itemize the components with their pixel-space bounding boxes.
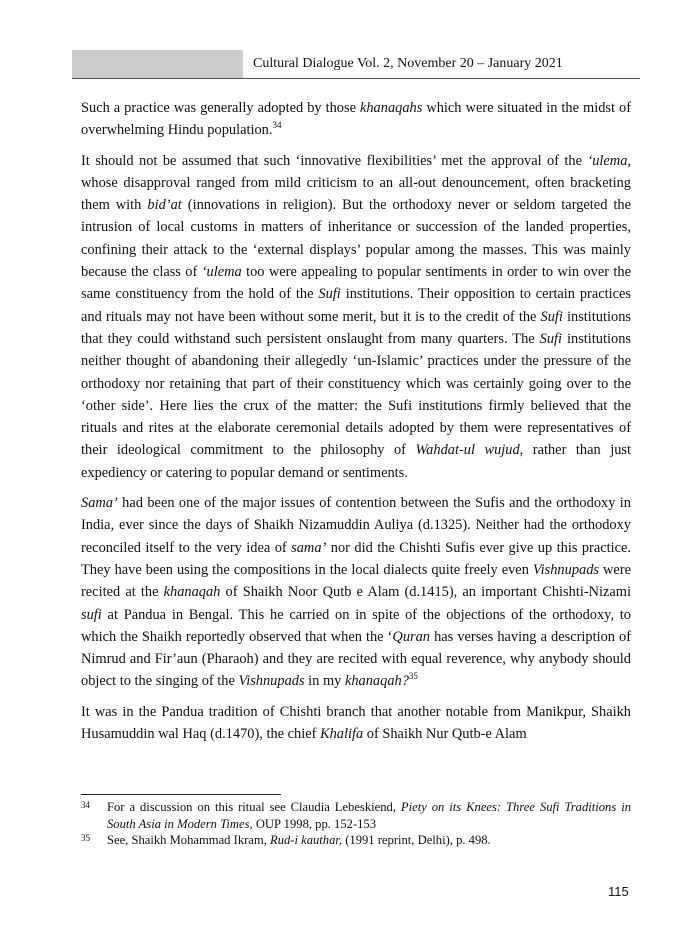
italic-term: ‘ulema,: [587, 152, 631, 169]
paragraph-2: [81, 150, 631, 484]
italic-term: sufi: [81, 606, 102, 623]
text-run: in my: [304, 673, 345, 690]
footnote-number: 35: [81, 833, 90, 844]
italic-term: Vishnupads: [238, 673, 305, 690]
text-run: (innovations in religion). But the orthodoxy never or seldom targeted the intrusion of local customs in matters of inheritance or succession of the landed properties, confining their attack to the ‘external displays’ popular among the masses. This was mainly because the class of: [81, 197, 631, 281]
text-run: were recited at the: [81, 561, 631, 601]
text-run: It was in the Pandua tradition of Chishti branch that another notable from Manikpur, Shaikh Husamuddin wal Haq (d.1470), the chief: [81, 703, 631, 743]
italic-term: sama’: [291, 539, 327, 556]
footnote-ref-34[interactable]: 34: [272, 120, 282, 131]
italic-term: khanaqahs: [359, 100, 423, 116]
footnotes: [81, 799, 631, 849]
text-run: See, Shaikh Mohammad Ikram,: [107, 833, 270, 848]
text-run: institutions. Their opposition to certain practices and rituals may not have been without some merit, but it is to the credit of the: [81, 286, 631, 325]
text-run: nor did the Chishti Sufis ever give up this practice. They have been using the compositions in the local dialects quite freely even: [81, 539, 631, 578]
text-run: , rather than just expediency or catering to popular demand or sentiments.: [81, 442, 631, 481]
body-text: [81, 97, 631, 745]
italic-term: Khalifa: [319, 726, 364, 743]
running-title: Cultural Dialogue Vol. 2, November 20 – January 2021: [253, 56, 563, 71]
footnote-separator: [81, 794, 281, 795]
footnote-number: 34: [81, 800, 90, 810]
italic-term: Quran: [392, 628, 431, 645]
italic-term: bid’at: [147, 197, 182, 214]
text-run: (1991 reprint, Delhi), p. 498.: [342, 833, 491, 848]
italic-term: khanaqah: [163, 584, 221, 601]
text-run: It should not be assumed that such ‘innovative flexibilities’ met the approval of the: [81, 152, 588, 169]
page-number: 115: [608, 884, 629, 899]
italic-term: Sufi: [318, 286, 341, 303]
italic-term: Vishnupads: [532, 561, 600, 578]
text-run: institutions neither thought of abandoning their allegedly ‘un-Islamic’ practices under the pressure of the orthodoxy nor retaining that part of their constituency which was certainly going over to the ‘other side’. Here lies the crux of the matter: the Sufi institutions firmly believed that the rituals and rites at the elaborate ceremonial details adopted by them were representatives of their ideological commitment to the philosophy of: [81, 330, 631, 459]
paragraph-4: [81, 701, 631, 746]
text-run: which were situated in the midst of overwhelming Hindu population.: [81, 100, 631, 139]
header-grey-block: [72, 50, 243, 78]
text-run: has verses having a description of Nimrud and Fir’aun (Pharaoh) and they are recited with equal reverence, why anybody should object to the singing of the: [81, 628, 632, 690]
text-run: Such a practice was generally adopted by those: [81, 100, 360, 116]
italic-term: Sufi: [540, 308, 563, 325]
header-rule: [72, 78, 640, 79]
italic-term: ‘ulema: [201, 264, 242, 281]
italic-term: Sama’: [81, 495, 118, 512]
footnote-34: [81, 799, 631, 832]
text-run: had been one of the major issues of contention between the Sufis and the orthodoxy in India, ever since the days of Shaikh Nizamuddin Auliya (d.1325). Neither had the orthodoxy reconciled itself to the very idea of: [81, 495, 631, 556]
text-run: , OUP 1998, pp. 152-153: [249, 816, 377, 831]
text-run: For a discussion on this ritual see Claudia Lebeskiend,: [107, 800, 401, 814]
footnote-ref-35[interactable]: 35: [408, 671, 418, 682]
text-run: of Shaikh Nur Qutb-e Alam: [363, 726, 527, 743]
text-run: at Pandua in Bengal. This he carried on in spite of the objections of the orthodoxy, to which the Shaikh reportedly observed that when the ‘: [81, 606, 631, 645]
italic-term: Sufi: [539, 330, 563, 347]
paragraph-3: [81, 492, 631, 693]
italic-term: khanaqah?: [344, 673, 409, 690]
text-run: institutions that they could withstand such persistent onslaught from many quarters. The: [81, 308, 631, 347]
paragraph-1: [81, 97, 631, 142]
italic-title: Piety on its Knees: Three Sufi Traditions in South Asia in Modern Times: [107, 800, 631, 831]
text-run: whose disapproval ranged from mild criticism to an all-out denouncement, often bracketing them with: [81, 174, 631, 214]
footnote-35: [81, 832, 631, 849]
footnote-text: [107, 832, 631, 849]
text-run: of Shaikh Noor Qutb e Alam (d.1415), an important Chishti-Nizami: [220, 584, 631, 601]
italic-title: Rud-i kauthar,: [270, 833, 343, 848]
text-run: too were appealing to popular sentiments in order to win over the same constituency from the hold of the: [81, 264, 631, 303]
running-header: [72, 50, 640, 78]
italic-term: Wahdat-ul wujud: [415, 442, 520, 459]
footnote-text: [107, 799, 631, 832]
